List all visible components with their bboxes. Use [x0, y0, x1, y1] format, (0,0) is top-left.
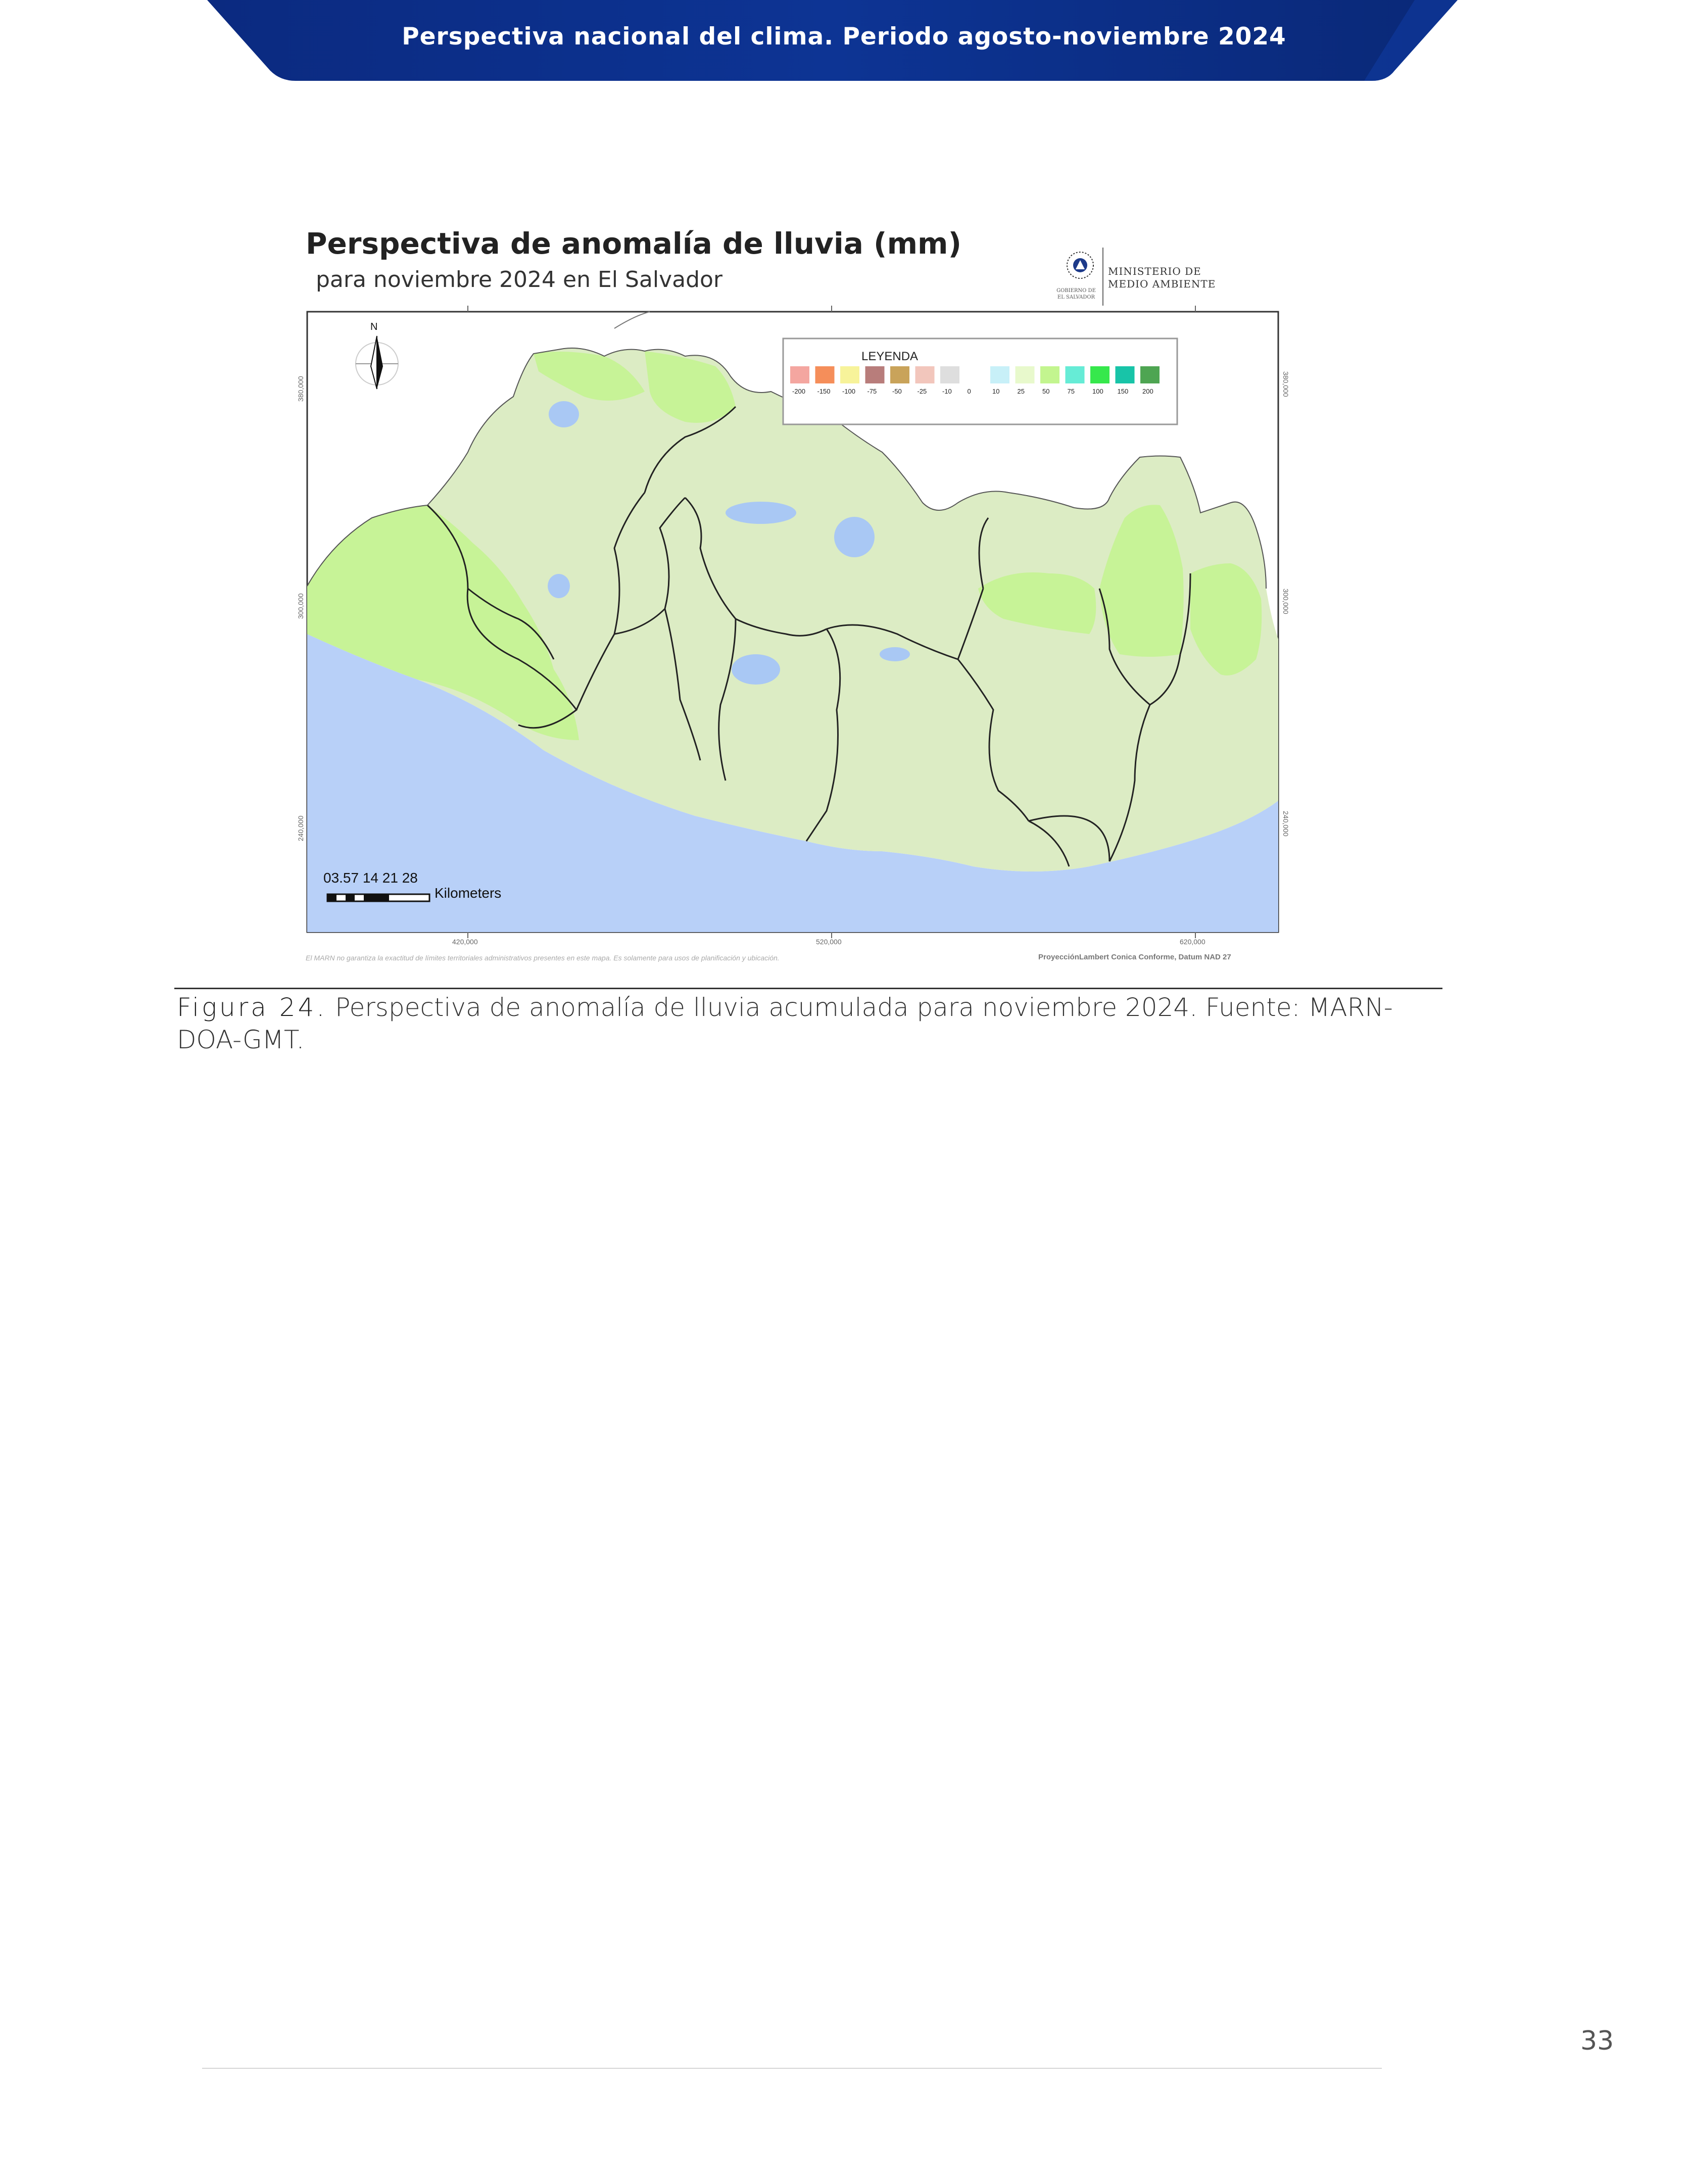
legend-swatch [890, 366, 909, 383]
scale-bar-unit: Kilometers [435, 885, 502, 901]
map-disclaimer: El MARN no garantiza la exactitud de límites territoriales administrativos presentes en este mapa. Es solamente para usos de planificación y ubicación. [306, 954, 780, 962]
y-coord-label: 240,000 [297, 815, 305, 841]
scale-bar-ticks: 03.57 14 21 28 [323, 870, 418, 886]
legend-swatch [990, 366, 1009, 383]
figure-subtitle: para noviembre 2024 en El Salvador [316, 267, 723, 293]
legend-swatch [840, 366, 859, 383]
y-coord-label-right: 300,000 [1282, 589, 1290, 614]
legend-label: -75 [867, 387, 877, 395]
page-number: 33 [1580, 2026, 1614, 2056]
legend-label: -10 [942, 387, 952, 395]
gov-name-line2: EL SALVADOR [1057, 295, 1095, 300]
gov-name-line1: GOBIERNO DE [1056, 288, 1096, 294]
figure-title: Perspectiva de anomalía de lluvia (mm) [306, 226, 961, 261]
legend-title: LEYENDA [861, 350, 919, 363]
legend-label: 150 [1117, 387, 1129, 395]
footer-divider [202, 2068, 1382, 2069]
legend-swatch [915, 366, 935, 383]
header-title: Perspectiva nacional del clima. Periodo agosto-noviembre 2024 [402, 23, 1286, 51]
legend-label: -100 [842, 387, 856, 395]
y-coord-label-right: 380,000 [1282, 371, 1290, 397]
legend-swatch [1140, 366, 1160, 383]
legend-label: -50 [892, 387, 902, 395]
legend-label: -200 [792, 387, 806, 395]
y-coord-label-right: 240,000 [1282, 811, 1290, 837]
legend-swatch [1016, 366, 1035, 383]
legend-swatch [1116, 366, 1135, 383]
scale-bar-icon [327, 894, 429, 901]
legend-swatch [1040, 366, 1059, 383]
legend-swatch [865, 366, 885, 383]
ministry-name-line1: MINISTERIO DE [1108, 265, 1201, 277]
caption-divider [174, 988, 1442, 989]
legend-label: 50 [1042, 387, 1050, 395]
legend-swatch [815, 366, 835, 383]
legend-swatch [1090, 366, 1110, 383]
legend-label: -25 [917, 387, 927, 395]
x-coord-label: 620,000 [1180, 938, 1205, 946]
legend-label: 25 [1017, 387, 1025, 395]
legend-label: 100 [1092, 387, 1103, 395]
y-coord-label: 300,000 [297, 593, 305, 619]
legend-swatch [966, 366, 985, 383]
ministry-name-line2: MEDIO AMBIENTE [1108, 278, 1216, 290]
legend-label: 75 [1067, 387, 1075, 395]
legend-swatch [790, 366, 809, 383]
map-projection: ProyecciónLambert Conica Conforme, Datum NAD 27 [1038, 953, 1231, 961]
rainfall-anomaly-map [301, 306, 1337, 947]
legend-label: 10 [992, 387, 1000, 395]
legend-swatch [1066, 366, 1085, 383]
legend-swatch [940, 366, 959, 383]
north-label: N [370, 321, 378, 332]
legend-label: 0 [967, 387, 971, 395]
y-coord-label: 380,000 [297, 376, 305, 402]
legend-swatches [790, 366, 1160, 383]
x-coord-label: 520,000 [816, 938, 842, 946]
figure-caption [177, 991, 1450, 1056]
figure-caption-text: Perspectiva de anomalía de lluvia acumulada para noviembre 2024. Fuente: MARN-DOA-GMT. [177, 993, 1393, 1054]
legend-label: -150 [817, 387, 831, 395]
legend-label: 200 [1142, 387, 1153, 395]
figure-caption-label: Figura 24. [177, 993, 327, 1022]
x-coord-label: 420,000 [452, 938, 478, 946]
